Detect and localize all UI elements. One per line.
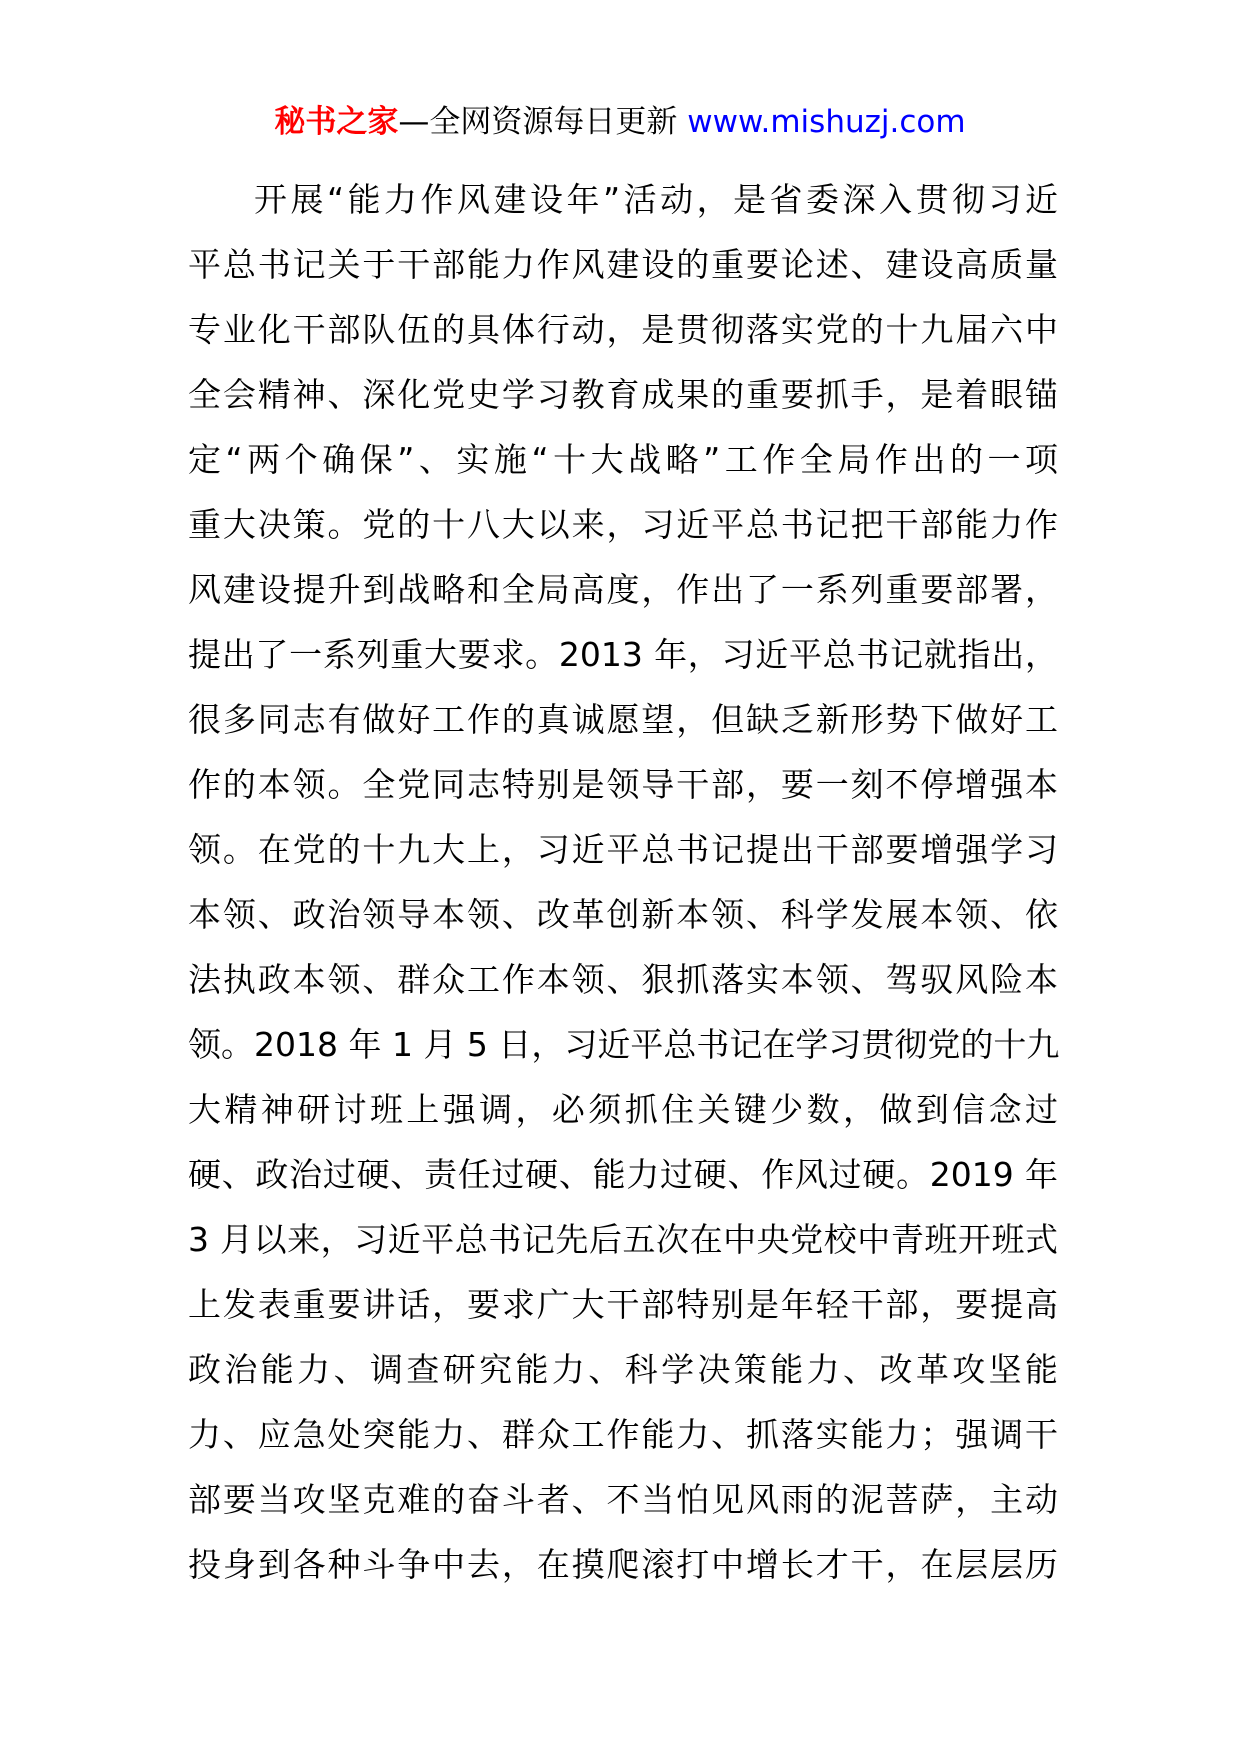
document-body [188, 167, 1058, 1597]
brand-name: 秘书之家 [274, 104, 399, 140]
paragraph-line: 领。在党的十九大上，习近平总书记提出干部要增强学习 [188, 830, 1058, 869]
paragraph-line: 硬、政治过硬、责任过硬、能力过硬、作风过硬。2019 年 [188, 1155, 1058, 1194]
site-url-link[interactable]: www.mishuzj.com [687, 104, 966, 140]
paragraph-line: 领。2018 年 1 月 5 日，习近平总书记在学习贯彻党的十九 [188, 1025, 1060, 1064]
paragraph-line: 本领、政治领导本领、改革创新本领、科学发展本领、依 [188, 895, 1058, 934]
paragraph-line: 投身到各种斗争中去，在摸爬滚打中增长才干，在层层历 [188, 1545, 1058, 1584]
paragraph-line: 定“两个确保”、实施“十大战略”工作全局作出的一项 [188, 440, 1058, 479]
paragraph-line: 专业化干部队伍的具体行动，是贯彻落实党的十九届六中 [188, 310, 1058, 349]
paragraph-line: 很多同志有做好工作的真诚愿望，但缺乏新形势下做好工 [188, 700, 1058, 739]
paragraph-line: 全会精神、深化党史学习教育成果的重要抓手，是着眼锚 [188, 375, 1058, 414]
paragraph-line: 风建设提升到战略和全局高度，作出了一系列重要部署， [188, 570, 1058, 609]
paragraph-line: 作的本领。全党同志特别是领导干部，要一刻不停增强本 [188, 765, 1058, 804]
paragraph-line: 3 月以来，习近平总书记先后五次在中央党校中青班开班式 [188, 1220, 1058, 1259]
page-header [0, 100, 1240, 144]
paragraph-line: 上发表重要讲话，要求广大干部特别是年轻干部，要提高 [188, 1285, 1058, 1324]
paragraph-line: 大精神研讨班上强调，必须抓住关键少数，做到信念过 [188, 1090, 1058, 1129]
paragraph-line: 重大决策。党的十八大以来，习近平总书记把干部能力作 [188, 505, 1058, 544]
paragraph-line: 平总书记关于干部能力作风建设的重要论述、建设高质量 [188, 245, 1058, 284]
header-tagline: —全网资源每日更新 [398, 104, 678, 140]
paragraph-line: 开展“能力作风建设年”活动，是省委深入贯彻习近 [254, 180, 1058, 219]
paragraph-line: 政治能力、调查研究能力、科学决策能力、改革攻坚能 [188, 1350, 1058, 1389]
paragraph-line: 提出了一系列重大要求。2013 年，习近平总书记就指出， [188, 635, 1058, 674]
paragraph-line: 法执政本领、群众工作本领、狠抓落实本领、驾驭风险本 [188, 960, 1058, 999]
paragraph-line: 部要当攻坚克难的奋斗者、不当怕见风雨的泥菩萨，主动 [188, 1480, 1058, 1519]
paragraph-line: 力、应急处突能力、群众工作能力、抓落实能力；强调干 [188, 1415, 1058, 1454]
